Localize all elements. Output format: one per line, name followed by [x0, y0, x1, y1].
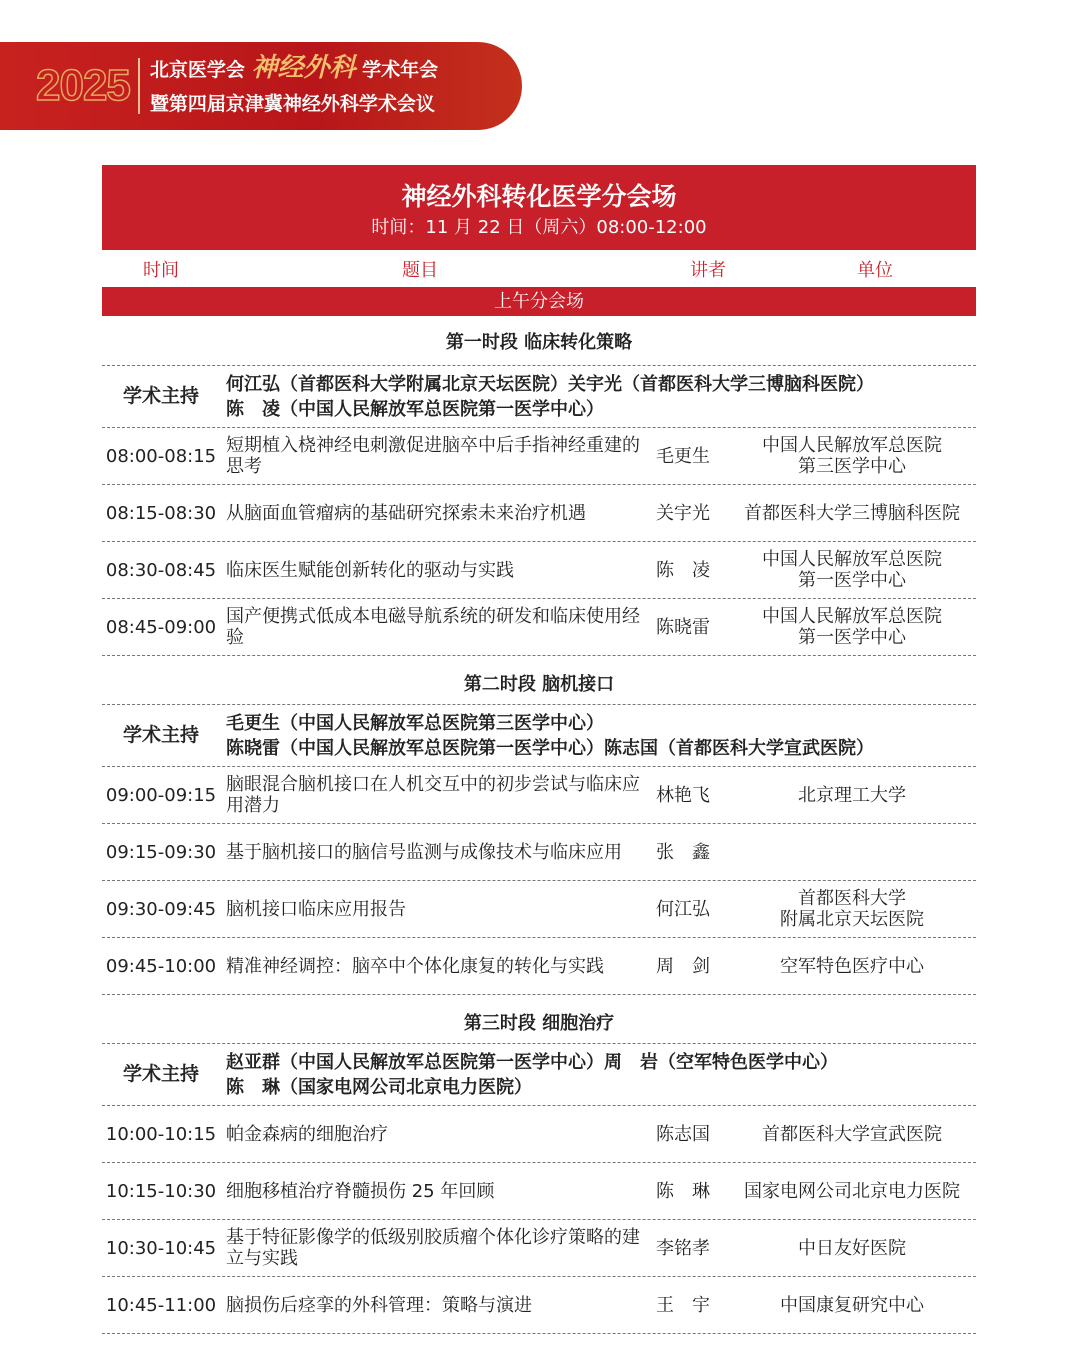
- column-headers: [102, 250, 976, 287]
- row-speaker: 林艳飞: [656, 784, 710, 806]
- host-row: [102, 366, 976, 428]
- row-topic: 精准神经调控：脑卒中个体化康复的转化与实践: [226, 955, 604, 977]
- row-topic: 细胞移植治疗脊髓损伤 25 年回顾: [226, 1180, 495, 1202]
- row-unit: 中日友好医院: [798, 1237, 906, 1259]
- row-topic: 帕金森病的细胞治疗: [226, 1123, 388, 1145]
- row-time: 08:15-08:30: [105, 502, 217, 524]
- table-header: [102, 165, 976, 250]
- table-row: [102, 599, 976, 656]
- page-title: 神经外科转化医学分会场: [401, 182, 677, 211]
- row-time: 09:00-09:15: [105, 784, 217, 806]
- host-line: 陈晓雷（中国人民解放军总医院第一医学中心）陈志国（首都医科大学宣武医院）: [226, 737, 874, 759]
- host-names: [220, 372, 874, 422]
- row-time: 09:15-09:30: [105, 841, 217, 863]
- col-time: 时间: [143, 259, 179, 281]
- row-speaker: 陈 琳: [656, 1180, 710, 1202]
- event-banner: [0, 42, 522, 130]
- schedule-table: [102, 165, 976, 1334]
- table-row: [102, 428, 976, 485]
- row-topic: 临床医生赋能创新转化的驱动与实践: [226, 559, 514, 581]
- table-row: [102, 1106, 976, 1163]
- col-unit: 单位: [857, 259, 893, 281]
- host-line: 赵亚群（中国人民解放军总医院第一医学中心）周 岩（空军特色医学中心）: [226, 1051, 838, 1073]
- table-row: [102, 485, 976, 542]
- table-row: [102, 1163, 976, 1220]
- row-time: 08:00-08:15: [105, 445, 217, 467]
- row-speaker: 毛更生: [656, 445, 710, 467]
- row-topic: 从脑面血管瘤病的基础研究探索未来治疗机遇: [226, 502, 586, 524]
- host-line: 毛更生（中国人民解放军总医院第三医学中心）: [226, 712, 604, 734]
- session-bar: 上午分会场: [102, 287, 976, 316]
- section-title: 第一时段 临床转化策略: [102, 316, 976, 366]
- table-row: [102, 881, 976, 938]
- row-topic: 脑损伤后痉挛的外科管理：策略与演进: [226, 1294, 532, 1316]
- banner-year: 2025: [36, 61, 130, 110]
- host-label: 学术主持: [122, 385, 199, 407]
- row-topic: 基于脑机接口的脑信号监测与成像技术与临床应用: [226, 841, 622, 863]
- host-names: [220, 1050, 838, 1100]
- host-line: 陈 琳（国家电网公司北京电力医院）: [226, 1076, 532, 1098]
- host-line: 何江弘（首都医科大学附属北京天坛医院）关宇光（首都医科大学三博脑科医院）: [226, 373, 874, 395]
- row-speaker: 张 鑫: [656, 841, 710, 863]
- row-speaker: 李铭孝: [656, 1237, 710, 1259]
- row-topic: 脑机接口临床应用报告: [226, 898, 406, 920]
- section-title: 第三时段 细胞治疗: [102, 995, 976, 1044]
- row-unit: 北京理工大学: [798, 784, 906, 806]
- col-speaker: 讲者: [690, 259, 726, 281]
- row-unit: 空军特色医疗中心: [780, 955, 924, 977]
- host-label: 学术主持: [122, 1063, 199, 1085]
- table-row: [102, 1277, 976, 1334]
- host-label: 学术主持: [122, 724, 199, 746]
- host-line: 陈 凌（中国人民解放军总医院第一医学中心）: [226, 398, 604, 420]
- row-time: 09:45-10:00: [105, 955, 217, 977]
- banner-line1a: 北京医学会: [149, 59, 245, 81]
- divider: [138, 58, 140, 114]
- table-row: [102, 1220, 976, 1277]
- row-time: 10:30-10:45: [105, 1237, 217, 1259]
- col-topic: 题目: [402, 259, 438, 281]
- table-row: [102, 767, 976, 824]
- row-unit: 中国人民解放军总医院 第一医学中心: [762, 606, 942, 648]
- row-unit: 首都医科大学三博脑科医院: [744, 502, 960, 524]
- table-row: [102, 824, 976, 881]
- section-title: 第二时段 脑机接口: [102, 656, 976, 705]
- row-time: 08:30-08:45: [105, 559, 217, 581]
- row-time: 09:30-09:45: [105, 898, 217, 920]
- row-topic: 国产便携式低成本电磁导航系统的研发和临床使用经验: [226, 606, 640, 648]
- row-time: 08:45-09:00: [105, 616, 217, 638]
- table-row: [102, 542, 976, 599]
- page-subtitle: 时间：11 月 22 日（周六）08:00-12:00: [371, 217, 707, 238]
- row-time: 10:00-10:15: [105, 1123, 217, 1145]
- row-topic: 基于特征影像学的低级别胶质瘤个体化诊疗策略的建立与实践: [226, 1227, 640, 1269]
- row-speaker: 周 剑: [656, 955, 710, 977]
- banner-calligraphy: 神经外科: [251, 53, 356, 83]
- row-unit: 国家电网公司北京电力医院: [744, 1180, 960, 1202]
- row-speaker: 王 宇: [656, 1294, 710, 1316]
- row-topic: 脑眼混合脑机接口在人机交互中的初步尝试与临床应用潜力: [226, 774, 640, 816]
- row-speaker: 陈晓雷: [656, 616, 710, 638]
- host-row: [102, 705, 976, 767]
- banner-line2: 暨第四届京津冀神经外科学术会议: [149, 93, 435, 115]
- row-unit: 中国康复研究中心: [780, 1294, 924, 1316]
- row-speaker: 何江弘: [656, 898, 710, 920]
- host-row: [102, 1044, 976, 1106]
- row-unit: 中国人民解放军总医院 第一医学中心: [762, 549, 942, 591]
- row-topic: 短期植入桡神经电刺激促进脑卒中后手指神经重建的思考: [226, 435, 640, 477]
- host-names: [220, 711, 874, 761]
- row-unit: 中国人民解放军总医院 第三医学中心: [762, 435, 942, 477]
- banner-line1b: 学术年会: [362, 59, 439, 81]
- table-row: [102, 938, 976, 995]
- row-unit: 首都医科大学宣武医院: [762, 1123, 942, 1145]
- row-speaker: 陈志国: [656, 1123, 710, 1145]
- row-time: 10:15-10:30: [105, 1180, 217, 1202]
- row-unit: 首都医科大学 附属北京天坛医院: [780, 888, 924, 930]
- row-time: 10:45-11:00: [105, 1294, 217, 1316]
- row-speaker: 关宇光: [656, 502, 710, 524]
- row-speaker: 陈 凌: [656, 559, 710, 581]
